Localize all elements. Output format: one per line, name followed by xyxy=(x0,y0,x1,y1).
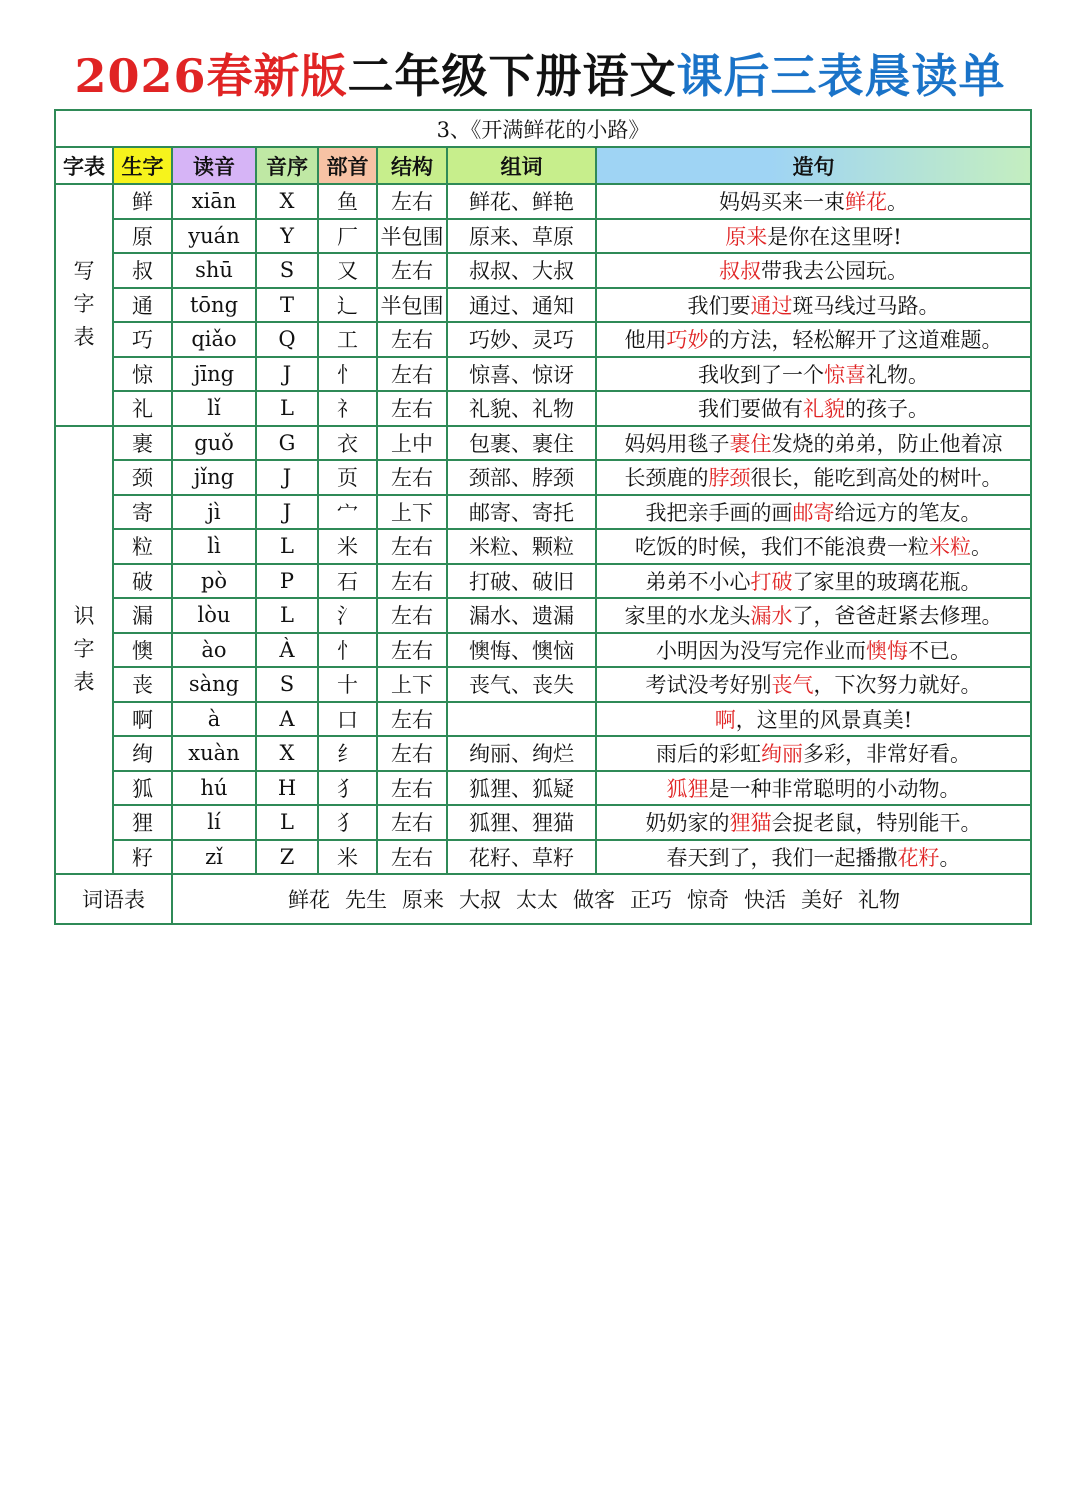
pinyin-cell: qiǎo xyxy=(172,322,256,357)
char-cell: 裹 xyxy=(113,426,172,461)
radical-cell: 忄 xyxy=(318,633,377,668)
order-cell: L xyxy=(256,598,318,633)
char-cell: 啊 xyxy=(113,702,172,737)
group-write-label xyxy=(55,184,113,426)
sentence-cell xyxy=(596,495,1031,530)
pinyin-cell: lòu xyxy=(172,598,256,633)
pinyin-cell: xuàn xyxy=(172,736,256,771)
sentence-highlight: 米粒 xyxy=(929,535,971,560)
sentence-cell xyxy=(596,702,1031,737)
char-row xyxy=(55,667,1031,702)
order-cell: A xyxy=(256,702,318,737)
vocab-word: 大叔 xyxy=(459,888,501,912)
sentence-highlight: 叔叔 xyxy=(719,259,761,284)
group-recognize-label-char: 识 xyxy=(73,604,95,629)
structure-cell: 左右 xyxy=(377,702,447,737)
sentence-highlight: 鲜花 xyxy=(845,190,887,215)
order-cell: L xyxy=(256,805,318,840)
sentence-highlight: 花籽 xyxy=(897,845,940,870)
sentence-cell xyxy=(596,426,1031,461)
sentence-pre: 吃饭的时候，我们不能浪费一粒 xyxy=(635,535,929,560)
sentence-cell xyxy=(596,322,1031,357)
order-cell: L xyxy=(256,391,318,426)
words-cell: 包裹、裹住 xyxy=(447,426,596,461)
sentence-post: 发烧的弟弟，防止他着凉 xyxy=(771,431,1003,456)
char-row xyxy=(55,426,1031,461)
words-cell: 绚丽、绚烂 xyxy=(447,736,596,771)
header-row xyxy=(55,147,1031,184)
pinyin-cell: jǐng xyxy=(172,460,256,495)
sentence-cell xyxy=(596,633,1031,668)
radical-cell: 纟 xyxy=(318,736,377,771)
radical-cell: 犭 xyxy=(318,805,377,840)
words-cell: 叔叔、大叔 xyxy=(447,253,596,288)
char-row xyxy=(55,288,1031,323)
words-cell: 原来、草原 xyxy=(447,219,596,254)
char-cell: 丧 xyxy=(113,667,172,702)
structure-cell: 半包围 xyxy=(377,219,447,254)
vocab-word: 惊奇 xyxy=(687,888,729,912)
sentence-post: 不已。 xyxy=(908,638,971,663)
header-yinxu: 音序 xyxy=(256,147,318,184)
vocab-word: 鲜花 xyxy=(288,888,330,912)
pinyin-cell: guǒ xyxy=(172,426,256,461)
char-cell: 懊 xyxy=(113,633,172,668)
radical-cell: 口 xyxy=(318,702,377,737)
words-cell: 漏水、遗漏 xyxy=(447,598,596,633)
char-row xyxy=(55,805,1031,840)
sentence-pre: 家里的水龙头 xyxy=(624,604,751,629)
sentence-cell xyxy=(596,529,1031,564)
group-recognize-label-char: 表 xyxy=(73,670,95,695)
char-row xyxy=(55,460,1031,495)
sentence-post: ，这里的风景真美! xyxy=(735,707,913,732)
pinyin-cell: lí xyxy=(172,805,256,840)
structure-cell: 左右 xyxy=(377,598,447,633)
char-row xyxy=(55,357,1031,392)
char-row xyxy=(55,771,1031,806)
char-cell: 狸 xyxy=(113,805,172,840)
sentence-post: 。 xyxy=(887,190,908,215)
header-bushou: 部首 xyxy=(318,147,377,184)
char-cell: 漏 xyxy=(113,598,172,633)
sentence-post: 斑马线过马路。 xyxy=(792,293,940,318)
radical-cell: 十 xyxy=(318,667,377,702)
words-cell: 丧气、丧失 xyxy=(447,667,596,702)
sentence-post: 是一种非常聪明的小动物。 xyxy=(708,776,961,801)
pinyin-cell: yuán xyxy=(172,219,256,254)
char-row xyxy=(55,840,1031,875)
order-cell: Z xyxy=(256,840,318,875)
radical-cell: 米 xyxy=(318,529,377,564)
radical-cell: 厂 xyxy=(318,219,377,254)
sentence-post: ，下次努力就好。 xyxy=(813,673,982,698)
header-duyin: 读音 xyxy=(172,147,256,184)
structure-cell: 上中 xyxy=(377,426,447,461)
words-cell: 鲜花、鲜艳 xyxy=(447,184,596,219)
sentence-pre: 妈妈用毯子 xyxy=(624,431,730,456)
order-cell: H xyxy=(256,771,318,806)
lesson-title: 3、《开满鲜花的小路》 xyxy=(55,110,1031,147)
sentence-highlight: 原来 xyxy=(725,224,768,249)
sentence-post: 是你在这里呀! xyxy=(767,224,902,249)
header-shengzi: 生字 xyxy=(113,147,172,184)
structure-cell: 左右 xyxy=(377,633,447,668)
sentence-highlight: 惊喜 xyxy=(824,362,866,387)
order-cell: X xyxy=(256,184,318,219)
char-cell: 原 xyxy=(113,219,172,254)
vocab-list xyxy=(172,874,1031,924)
sentence-pre: 我们要 xyxy=(687,293,751,318)
char-row xyxy=(55,633,1031,668)
radical-cell: 衣 xyxy=(318,426,377,461)
char-cell: 寄 xyxy=(113,495,172,530)
vocabulary-table xyxy=(54,109,1032,925)
words-cell: 打破、破旧 xyxy=(447,564,596,599)
words-cell: 邮寄、寄托 xyxy=(447,495,596,530)
order-cell: Q xyxy=(256,322,318,357)
char-cell: 破 xyxy=(113,564,172,599)
char-cell: 叔 xyxy=(113,253,172,288)
sentence-cell xyxy=(596,357,1031,392)
structure-cell: 左右 xyxy=(377,253,447,288)
sentence-pre: 妈妈买来一束 xyxy=(719,190,845,215)
structure-cell: 左右 xyxy=(377,771,447,806)
sentence-highlight: 邮寄 xyxy=(792,500,835,525)
pinyin-cell: jīng xyxy=(172,357,256,392)
sentence-pre: 小明因为没写完作业而 xyxy=(656,638,866,663)
header-jiegou: 结构 xyxy=(377,147,447,184)
char-cell: 鲜 xyxy=(113,184,172,219)
group-recognize-label-char: 字 xyxy=(73,637,95,662)
sentence-pre: 弟弟不小心 xyxy=(645,569,751,594)
radical-cell: 米 xyxy=(318,840,377,875)
sentence-highlight: 狸猫 xyxy=(729,811,772,836)
char-row xyxy=(55,736,1031,771)
structure-cell: 上下 xyxy=(377,495,447,530)
radical-cell: 礻 xyxy=(318,391,377,426)
structure-cell: 左右 xyxy=(377,529,447,564)
vocab-word: 做客 xyxy=(573,888,615,912)
sentence-cell xyxy=(596,253,1031,288)
group-write-label-char: 字 xyxy=(73,292,95,317)
char-row xyxy=(55,495,1031,530)
group-write-label-char: 表 xyxy=(73,325,95,350)
words-cell: 巧妙、灵巧 xyxy=(447,322,596,357)
char-row xyxy=(55,219,1031,254)
words-cell: 颈部、脖颈 xyxy=(447,460,596,495)
words-cell: 惊喜、惊讶 xyxy=(447,357,596,392)
sentence-post: 礼物。 xyxy=(866,362,929,387)
sentence-pre: 他用 xyxy=(624,328,667,353)
sentence-highlight: 打破 xyxy=(750,569,793,594)
words-cell: 狐狸、狸猫 xyxy=(447,805,596,840)
sentence-cell xyxy=(596,771,1031,806)
sentence-highlight: 脖颈 xyxy=(708,466,751,491)
order-cell: J xyxy=(256,460,318,495)
pinyin-cell: à xyxy=(172,702,256,737)
pinyin-cell: lǐ xyxy=(172,391,256,426)
sentence-post: 。 xyxy=(971,535,992,560)
structure-cell: 左右 xyxy=(377,840,447,875)
char-row xyxy=(55,391,1031,426)
pinyin-cell: xiān xyxy=(172,184,256,219)
order-cell: J xyxy=(256,495,318,530)
header-zuci: 组词 xyxy=(447,147,596,184)
sentence-pre: 长颈鹿的 xyxy=(624,466,709,491)
sentence-pre: 我收到了一个 xyxy=(698,362,824,387)
group-write-label-char: 写 xyxy=(73,259,95,284)
radical-cell: 鱼 xyxy=(318,184,377,219)
sentence-cell xyxy=(596,391,1031,426)
order-cell: P xyxy=(256,564,318,599)
sentence-post: 。 xyxy=(939,845,961,870)
structure-cell: 左右 xyxy=(377,736,447,771)
vocab-word: 先生 xyxy=(345,888,387,912)
sentence-cell xyxy=(596,598,1031,633)
vocab-word: 快活 xyxy=(744,888,786,912)
title-part-black: 二年级下册语文 xyxy=(347,49,677,103)
radical-cell: 忄 xyxy=(318,357,377,392)
radical-cell: 宀 xyxy=(318,495,377,530)
order-cell: S xyxy=(256,253,318,288)
radical-cell: 犭 xyxy=(318,771,377,806)
sentence-pre: 春天到了，我们一起播撒 xyxy=(666,845,898,870)
words-cell xyxy=(447,702,596,737)
char-cell: 巧 xyxy=(113,322,172,357)
order-cell: X xyxy=(256,736,318,771)
order-cell: L xyxy=(256,529,318,564)
structure-cell: 上下 xyxy=(377,667,447,702)
structure-cell: 左右 xyxy=(377,460,447,495)
pinyin-cell: hú xyxy=(172,771,256,806)
words-cell: 懊悔、懊恼 xyxy=(447,633,596,668)
words-cell: 花籽、草籽 xyxy=(447,840,596,875)
structure-cell: 左右 xyxy=(377,322,447,357)
sentence-cell xyxy=(596,564,1031,599)
sentence-cell xyxy=(596,805,1031,840)
sentence-highlight: 巧妙 xyxy=(666,328,709,353)
sentence-pre: 雨后的彩虹 xyxy=(656,742,761,767)
sentence-highlight: 通过 xyxy=(750,293,793,318)
radical-cell: 页 xyxy=(318,460,377,495)
sentence-cell xyxy=(596,219,1031,254)
radical-cell: 工 xyxy=(318,322,377,357)
char-row xyxy=(55,322,1031,357)
radical-cell: 又 xyxy=(318,253,377,288)
sentence-post: 多彩，非常好看。 xyxy=(803,742,971,767)
structure-cell: 左右 xyxy=(377,805,447,840)
char-cell: 礼 xyxy=(113,391,172,426)
radical-cell: 辶 xyxy=(318,288,377,323)
pinyin-cell: ào xyxy=(172,633,256,668)
pinyin-cell: shū xyxy=(172,253,256,288)
pinyin-cell: sàng xyxy=(172,667,256,702)
sentence-cell xyxy=(596,840,1031,875)
char-row xyxy=(55,598,1031,633)
words-cell: 米粒、颗粒 xyxy=(447,529,596,564)
char-cell: 绚 xyxy=(113,736,172,771)
char-row xyxy=(55,253,1031,288)
sentence-cell xyxy=(596,460,1031,495)
sentence-cell xyxy=(596,288,1031,323)
sentence-highlight: 礼貌 xyxy=(803,397,845,422)
order-cell: G xyxy=(256,426,318,461)
sentence-cell xyxy=(596,736,1031,771)
sentence-highlight: 懊悔 xyxy=(866,638,908,663)
sentence-highlight: 裹住 xyxy=(729,431,772,456)
sentence-post: 了，爸爸赶紧去修理。 xyxy=(792,604,1003,629)
vocab-word: 原来 xyxy=(402,888,444,912)
char-cell: 粒 xyxy=(113,529,172,564)
page-title xyxy=(0,40,1080,106)
char-row xyxy=(55,702,1031,737)
char-cell: 籽 xyxy=(113,840,172,875)
pinyin-cell: pò xyxy=(172,564,256,599)
words-cell: 通过、通知 xyxy=(447,288,596,323)
char-cell: 惊 xyxy=(113,357,172,392)
header-zibiao: 字表 xyxy=(55,147,113,184)
vocab-row xyxy=(55,874,1031,924)
title-part-red: 2026春新版 xyxy=(74,49,348,103)
sentence-highlight: 狐狸 xyxy=(666,776,709,801)
char-cell: 通 xyxy=(113,288,172,323)
radical-cell: 石 xyxy=(318,564,377,599)
sentence-post: 很长，能吃到高处的树叶。 xyxy=(750,466,1003,491)
sentence-post: 会捉老鼠，特别能干。 xyxy=(771,811,982,836)
order-cell: S xyxy=(256,667,318,702)
char-row xyxy=(55,529,1031,564)
sentence-post: 的孩子。 xyxy=(845,397,929,422)
sentence-cell xyxy=(596,667,1031,702)
group-recognize-label xyxy=(55,426,113,875)
pinyin-cell: zǐ xyxy=(172,840,256,875)
vocab-label: 词语表 xyxy=(55,874,172,924)
title-part-blue: 课后三表晨读单 xyxy=(676,49,1006,103)
sentence-post: 的方法，轻松解开了这道难题。 xyxy=(708,328,1003,353)
structure-cell: 左右 xyxy=(377,184,447,219)
sentence-highlight: 绚丽 xyxy=(761,742,803,767)
pinyin-cell: lì xyxy=(172,529,256,564)
order-cell: Y xyxy=(256,219,318,254)
sentence-post: 了家里的玻璃花瓶。 xyxy=(792,569,982,594)
vocab-word: 礼物 xyxy=(858,888,900,912)
order-cell: T xyxy=(256,288,318,323)
sentence-pre: 我们要做有 xyxy=(698,397,803,422)
char-cell: 狐 xyxy=(113,771,172,806)
char-cell: 颈 xyxy=(113,460,172,495)
order-cell: J xyxy=(256,357,318,392)
sentence-post: 带我去公园玩。 xyxy=(761,259,908,284)
pinyin-cell: jì xyxy=(172,495,256,530)
vocab-word: 美好 xyxy=(801,888,843,912)
sentence-pre: 考试没考好别 xyxy=(645,673,772,698)
structure-cell: 左右 xyxy=(377,564,447,599)
sentence-highlight: 漏水 xyxy=(750,604,793,629)
header-zaoju: 造句 xyxy=(596,147,1031,184)
pinyin-cell: tōng xyxy=(172,288,256,323)
sentence-highlight: 丧气 xyxy=(771,673,814,698)
words-cell: 狐狸、狐疑 xyxy=(447,771,596,806)
sentence-pre: 奶奶家的 xyxy=(645,811,730,836)
sentence-post: 给远方的笔友。 xyxy=(834,500,982,525)
order-cell: À xyxy=(256,633,318,668)
words-cell: 礼貌、礼物 xyxy=(447,391,596,426)
lesson-title-row xyxy=(55,110,1031,147)
sentence-highlight: 啊 xyxy=(714,707,736,732)
structure-cell: 左右 xyxy=(377,357,447,392)
vocab-word: 正巧 xyxy=(630,888,672,912)
char-row xyxy=(55,184,1031,219)
sentence-cell xyxy=(596,184,1031,219)
radical-cell: 氵 xyxy=(318,598,377,633)
char-row xyxy=(55,564,1031,599)
structure-cell: 半包围 xyxy=(377,288,447,323)
sentence-pre: 我把亲手画的画 xyxy=(645,500,793,525)
structure-cell: 左右 xyxy=(377,391,447,426)
vocab-word: 太太 xyxy=(516,888,558,912)
